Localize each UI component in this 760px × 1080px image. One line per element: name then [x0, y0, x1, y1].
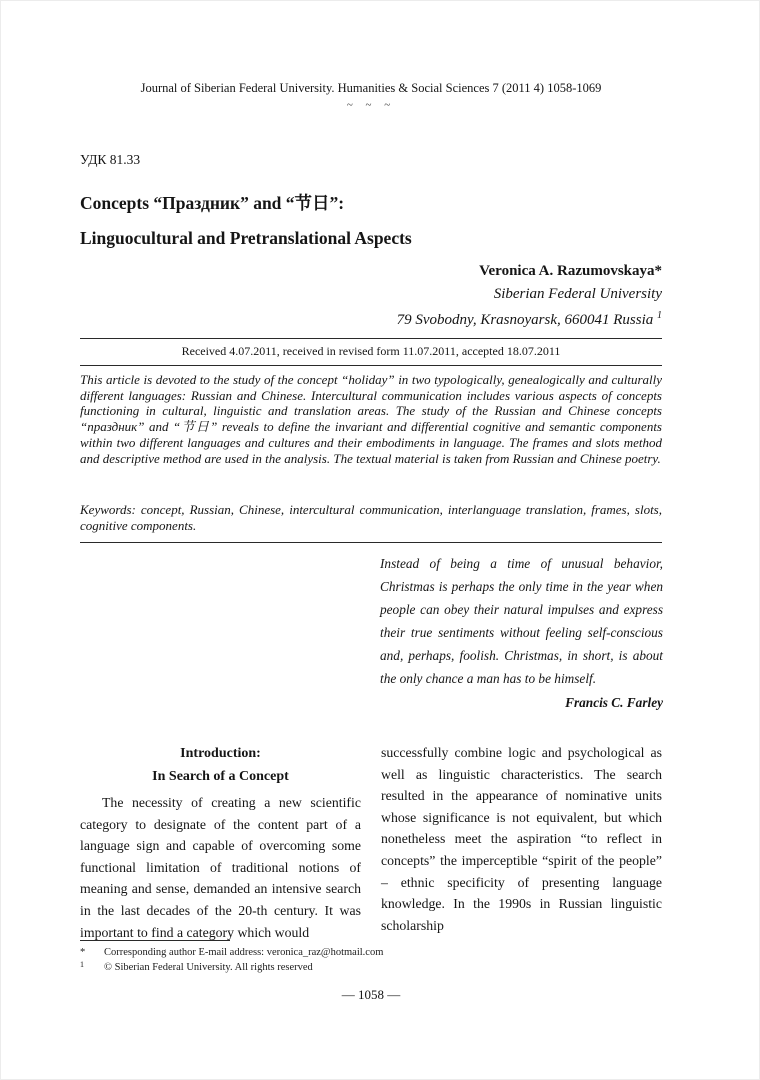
- body-columns: [80, 742, 662, 943]
- footnotes-block: [80, 940, 662, 975]
- footnote-corresponding-author: [80, 946, 662, 961]
- abstract-text: This article is devoted to the study of the concept “holiday” in two typologically, genealogically and culturally different languages: Russian and Chinese. Intercultural communication includes various aspects of concepts functioning in cultural, linguistic and translation areas. The study of the Russian and Chinese concepts “праздник” and “节日” reveals to define the invariant and differential cognitive and semantic components within two different languages and cultures and their embodiments in language. The frames and slots method and descriptive method are used in the analysis. The textual material is taken from Russian and Chinese poetry.: [80, 372, 662, 466]
- article-title-line2: Linguocultural and Pretranslational Aspects: [80, 228, 412, 248]
- epigraph-text: Instead of being a time of unusual behavior, Christmas is perhaps the only time in the year when people can obey their natural impulses and express their true sentiments without feeling self-conscious and, perhaps, foolish. Christmas, in short, is about the only chance a man has to be himself.: [380, 556, 663, 686]
- address-footnote-ref: 1: [657, 310, 662, 321]
- left-column: [80, 742, 361, 943]
- footnote-text-copyright: © Siberian Federal University. All rights reserved: [104, 961, 313, 973]
- author-address-text: 79 Svobodny, Krasnoyarsk, 660041 Russia: [396, 312, 654, 328]
- section-heading-line2: In Search of a Concept: [152, 769, 289, 784]
- footnote-copyright: [80, 961, 662, 976]
- article-title-line1: Concepts “Праздник” and “节日”:: [80, 193, 345, 213]
- right-column: [381, 742, 662, 943]
- epigraph-block: [380, 552, 663, 714]
- footnote-marker-asterisk: *: [80, 947, 86, 958]
- author-address: [80, 305, 662, 332]
- footnote-text-email: Corresponding author E-mail address: veronica_raz@hotmail.com: [104, 947, 384, 958]
- section-heading-line1: Introduction:: [180, 746, 261, 761]
- author-name: Veronica A. Razumovskaya*: [479, 263, 662, 279]
- article-title: [80, 186, 662, 256]
- epigraph-attribution: Francis C. Farley: [565, 695, 663, 710]
- right-column-paragraph: successfully combine logic and psychological as well as linguistic characteristics. The search resulted in the appearance of nominative units whose significance is not equivalent, but which nonetheless meet the aspiration “to reflect in concepts” the imperceptible “spirit of the people” – ethnic specificity of presenting language knowledge. In the 1990s in Russian linguistic scholarship: [381, 745, 662, 933]
- received-dates-line: Received 4.07.2011, received in revised form 11.07.2011, accepted 18.07.2011: [80, 338, 662, 366]
- section-heading: [80, 742, 361, 788]
- left-column-paragraph: The necessity of creating a new scientific category to designate of the content part of a language sign and capable of overcoming some functional limitation of traditional notions of meaning and sense, demanded an intensive search in the last decades of the 20-th century. It was important to find a category which would: [80, 795, 361, 940]
- footnote-divider-rule: [80, 940, 230, 941]
- tilde-ornament: ~ ~ ~: [346, 99, 396, 111]
- abstract-divider-rule: [80, 542, 662, 543]
- udc-code: УДК 81.33: [80, 152, 141, 167]
- footnote-marker-one: 1: [80, 959, 84, 969]
- author-block: [80, 260, 662, 332]
- author-affiliation: Siberian Federal University: [493, 285, 662, 302]
- journal-header-line: Journal of Siberian Federal University. Humanities & Social Sciences 7 (2011 4) 1058-1069: [140, 81, 602, 95]
- keywords-line: Keywords: concept, Russian, Chinese, intercultural communication, interlanguage translation, frames, slots, cognitive components.: [80, 502, 662, 533]
- page-number: — 1058 —: [341, 987, 401, 1002]
